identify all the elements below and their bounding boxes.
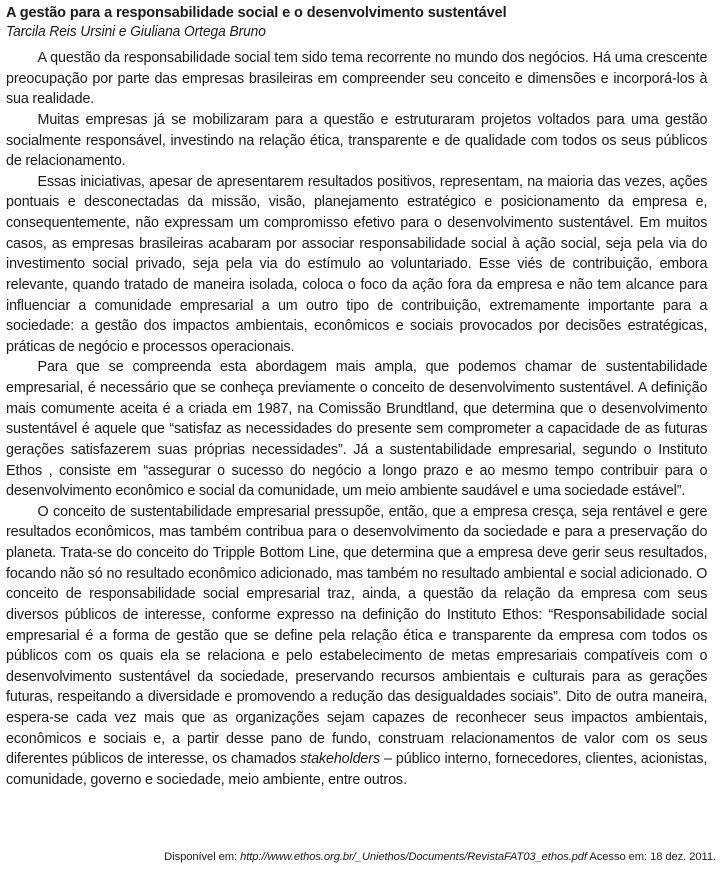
source-url: http://www.ethos.org.br/_Uniethos/Documents/RevistaFAT03_ethos.pdf: [240, 851, 587, 863]
paragraph-5: [6, 502, 707, 791]
document-body: [6, 48, 718, 791]
paragraph-1: A questão da responsabilidade social tem sido tema recorrente no mundo dos negócios. Há uma crescente preocupação por parte das empresas brasileiras em compreender seu conceito e dimensões e incorporá-los à sua realidade.: [6, 50, 708, 108]
stakeholders-term: stakeholders: [300, 751, 380, 768]
source-citation: [0, 850, 718, 864]
source-prefix: Disponível em:: [164, 851, 238, 863]
paragraph-4: Para que se compreenda esta abordagem mais ampla, que podemos chamar de sustentabilidade empresarial, é necessário que se conheça previamente o conceito de desenvolvimento sustentável. A definição mais comumente aceita é a criada em 1987, na Comissão Brundtland, que determina que o desenvolvimento sustentável é aquele que “satisfaz as necessidades do presente sem comprometer a capacidade de as futuras gerações satisfazerem suas próprias necessidades”. Já a sustentabilidade empresarial, segundo o Instituto Ethos , consiste em “assegurar o sucesso do negócio a longo prazo e ao mesmo tempo contribuir para o desenvolvimento econômico e social da comunidade, um meio ambiente saudável e uma sociedade estável”.: [6, 359, 708, 500]
paragraph-2: Muitas empresas já se mobilizaram para a questão e estruturaram projetos voltados para uma gestão socialmente responsável, investindo na relação ética, transparente e de qualidade com todos os seus públicos de relacionamento.: [6, 111, 708, 170]
paragraph-5-text-before: O conceito de sustentabilidade empresarial pressupõe, então, que a empresa cresça, seja rentável e gere resultados econômicos, mas também contribua para o desenvolvimento da sociedade e para a preservação do planeta. Trata-se do conceito do Tripple Bottom Line, que determina que a empresa deve gerir seus resultados, focando não só no resultado econômico adicionado, mas também no resultado ambiental e social adicionado. O conceito de responsabilidade social empresarial traz, ainda, a questão da relação da empresa com seus diversos públicos de interesse, conforme expresso na definição do Instituto Ethos: “Responsabilidade social empresarial é a forma de gestão que se define pela relação ética e transparente da empresa com todos os públicos com os quais ela se relaciona e pelo estabelecimento de metas empresariais compatíveis com o desenvolvimento sustentável da sociedade, preservando recursos ambientais e culturais para as gerações futuras, respeitando a diversidade e promovendo a redução das desigualdades sociais”. Dito de outra maneira, espera-se cada vez mais que as organizações sejam capazes de reconhecer seus impactos ambientais, econômicos e sociais e, a partir desse pano de fundo, construam relacionamentos de valor com os seus diferentes públicos de interesse, os chamados: [6, 503, 708, 768]
page-title: A gestão para a responsabilidade social e o desenvolvimento sustentável: [6, 4, 507, 21]
paragraph-5-text-after: – público interno, fornecedores, clientes, acionistas, comunidade, governo e sociedade, meio ambiente, entre outros.: [6, 751, 708, 788]
paragraph-3: Essas iniciativas, apesar de apresentarem resultados positivos, representam, na maioria das vezes, ações pontuais e desconectadas da missão, visão, planejamento estratégico e posicionamento da empresa e, consequentemente, não expressam um compromisso efetivo para o desenvolvimento sustentável. Em muitos casos, as empresas brasileiras acabaram por associar responsabilidade social à ação social, seja pela via do investimento social privado, seja pela via do estímulo ao voluntariado. Esse viés de contribuição, embora relevante, quando tratado de maneira isolada, coloca o foco da ação fora da empresa e não tem alcance para influenciar a comunidade empresarial a um outro tipo de contribuição, extremamente importante para a sociedade: a gestão dos impactos ambientais, econômicos e sociais provocados por decisões estratégicas, práticas de negócio e processos operacionais.: [6, 173, 708, 355]
source-access-date: Acesso em: 18 dez. 2011.: [589, 851, 716, 863]
author-byline: Tarcila Reis Ursini e Giuliana Ortega Bruno: [6, 24, 266, 40]
